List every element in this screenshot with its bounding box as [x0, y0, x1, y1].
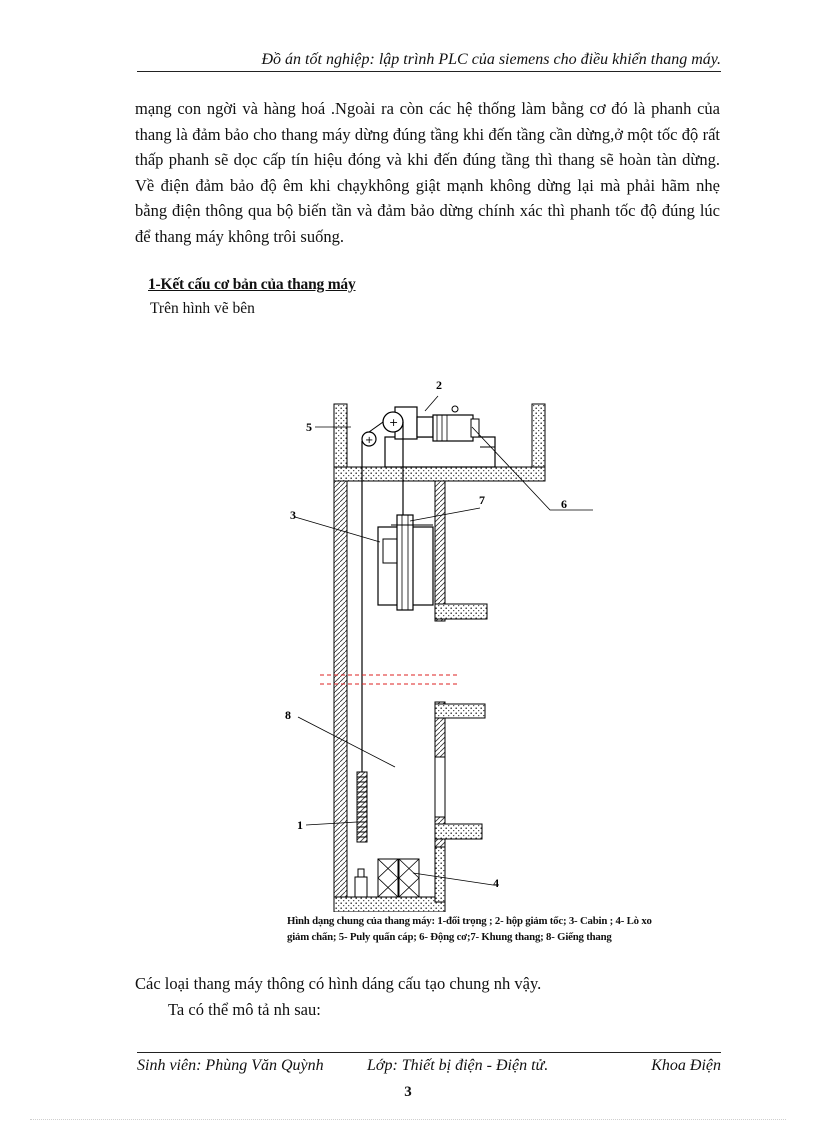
- figure-label-1: 1: [297, 818, 303, 832]
- figure-label-3: 3: [290, 508, 296, 522]
- figure-label-5: 5: [306, 420, 312, 434]
- page-number: 3: [404, 1084, 412, 1100]
- shaft-wall-left: [334, 481, 347, 912]
- footer-class: Lớp: Thiết bị điện - Điện tử.: [367, 1057, 549, 1074]
- elevator-diagram: [285, 377, 615, 912]
- machine-room-floor: [334, 467, 545, 481]
- figure-label-8: 8: [285, 708, 291, 722]
- footer-rule: [137, 1052, 721, 1053]
- svg-text:+: +: [365, 435, 374, 446]
- running-header: Đồ án tốt nghiệp: lập trình PLC của siemens cho điều khiển thang máy.: [261, 51, 721, 68]
- figure-label-4: 4: [493, 876, 499, 890]
- page-bottom-edge: [30, 1119, 786, 1120]
- shaft-wall-right: [435, 481, 445, 621]
- svg-text:+: +: [389, 416, 399, 429]
- figure-caption: Hình dạng chung của thang máy: 1-đối trọng ; 2- hộp giảm tốc; 3- Cabin ; 4- Lò xo giảm chấn; 5- Puly quấn cáp; 6- Động cơ;7- Khung thang; 8- Giếng thang: [287, 915, 652, 943]
- header-rule: [137, 71, 721, 72]
- body-paragraph: mạng con ngời và hàng hoá .Ngoài ra còn các hệ thống làm bằng cơ đó là phanh của thang là đảm bảo cho thang máy dừng đúng tầng khi đến tầng cần dừng,ở một tốc độ rất thấp phanh sẽ dọc cấp tín hiệu đóng và khi đến đúng tầng thì thang sẽ hoàn tàn dừng. Về điện đảm bảo độ êm khi chạykhông giật mạnh không dừng lại mà phải hãm nhẹ bằng điện thông qua bộ biến tần và đảm bảo dừng chính xác thì phanh tốc độ đúng lúc để thang máy không trôi suống.: [135, 99, 720, 246]
- figure-label-2: 2: [436, 378, 442, 392]
- pit-floor: [334, 897, 445, 912]
- figure-label-6: 6: [561, 497, 567, 511]
- lead-line: Ta có thể mô tả nh sau:: [168, 1000, 321, 1019]
- footer-student: Sinh viên: Phùng Văn Quỳnh: [137, 1057, 324, 1074]
- footer-faculty: Khoa Điện: [651, 1057, 721, 1074]
- section-heading: 1-Kết cấu cơ bản của thang máy: [148, 276, 356, 293]
- figure-label-7: 7: [479, 493, 485, 507]
- intro-line: Trên hình vẽ bên: [150, 300, 255, 317]
- summary-line: Các loại thang máy thông có hình dáng cấu tạo chung nh vậy.: [135, 974, 542, 993]
- buffer-left: [378, 859, 398, 897]
- car-frame: [397, 515, 413, 610]
